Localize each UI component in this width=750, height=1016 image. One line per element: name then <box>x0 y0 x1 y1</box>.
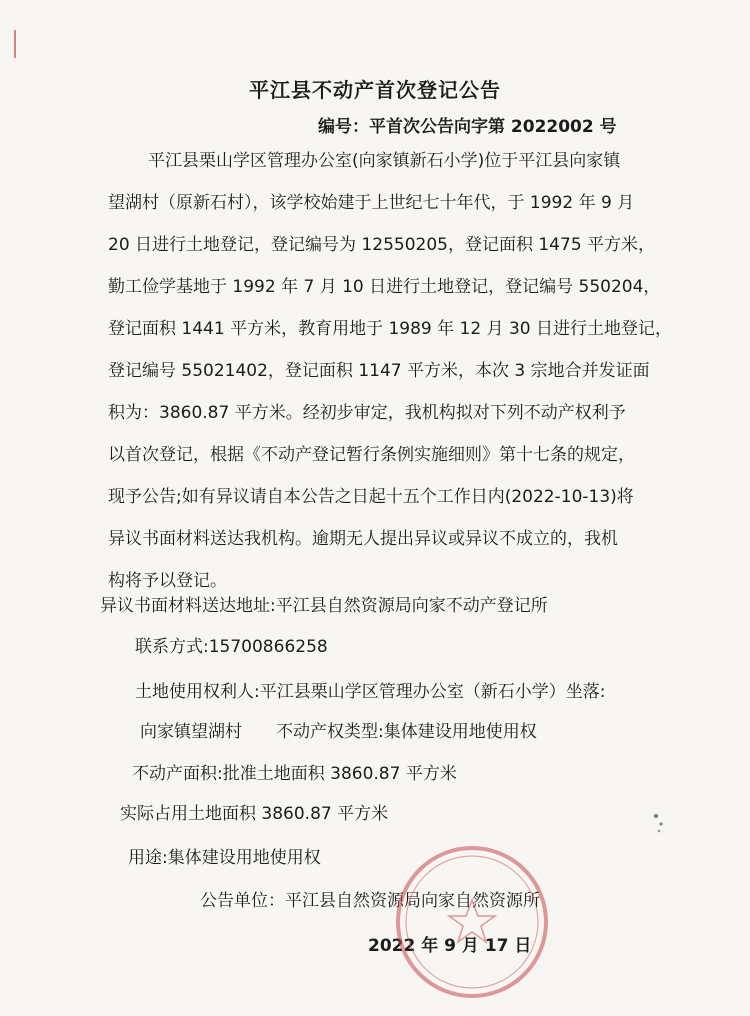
body-line: 积为：3860.87 平方米。经初步审定，我机构拟对下列不动产权利予 <box>108 403 626 423</box>
issuing-unit: 公告单位：平江县自然资源局向家自然资源所 <box>200 891 540 911</box>
property-right-type: 不动产权类型:集体建设用地使用权 <box>276 722 537 742</box>
paper-edge-mark <box>12 30 18 58</box>
body-line: 20 日进行土地登记，登记编号为 12550205，登记面积 1475 平方米， <box>108 235 656 255</box>
land-usage: 用途:集体建设用地使用权 <box>128 848 321 868</box>
body-line: 构将予以登记。 <box>108 571 227 591</box>
body-line: 平江县栗山学区管理办公室(向家镇新石小学)位于平江县向家镇 <box>148 151 621 171</box>
body-line: 登记面积 1441 平方米，教育用地于 1989 年 12 月 30 日进行土地登记， <box>108 319 673 339</box>
property-location: 向家镇望湖村 <box>140 722 242 742</box>
objection-address: 异议书面材料送达地址:平江县自然资源局向家不动产登记所 <box>100 596 548 616</box>
body-line: 现予公告;如有异议请自本公告之日起十五个工作日内(2022-10-13)将 <box>108 487 634 507</box>
body-line: 登记编号 55021402，登记面积 1147 平方米，本次 3 宗地合并发证面 <box>108 361 650 381</box>
official-seal <box>392 842 552 1002</box>
land-right-holder: 土地使用权利人:平江县栗山学区管理办公室（新石小学）坐落: <box>135 682 606 702</box>
actual-land-area: 实际占用土地面积 3860.87 平方米 <box>120 804 389 824</box>
issue-date: 2022 年 9 月 17 日 <box>368 936 532 956</box>
body-line: 以首次登记，根据《不动产登记暂行条例实施细则》第十七条的规定， <box>108 445 635 465</box>
document-number: 编号：平首次公告向字第 2022002 号 <box>318 117 617 137</box>
document-title: 平江县不动产首次登记公告 <box>249 78 501 102</box>
paper-speck-mark <box>652 812 666 834</box>
contact-info: 联系方式:15700866258 <box>135 637 328 657</box>
body-line: 异议书面材料送达我机构。逾期无人提出异议或异议不成立的，我机 <box>108 529 618 549</box>
seal-icon <box>392 842 552 1002</box>
property-area: 不动产面积:批准土地面积 3860.87 平方米 <box>132 764 457 784</box>
body-line: 望湖村（原新石村），该学校始建于上世纪七十年代，于 1992 年 9 月 <box>108 193 635 213</box>
body-line: 勤工俭学基地于 1992 年 7 月 10 日进行土地登记，登记编号 550204， <box>108 277 661 297</box>
